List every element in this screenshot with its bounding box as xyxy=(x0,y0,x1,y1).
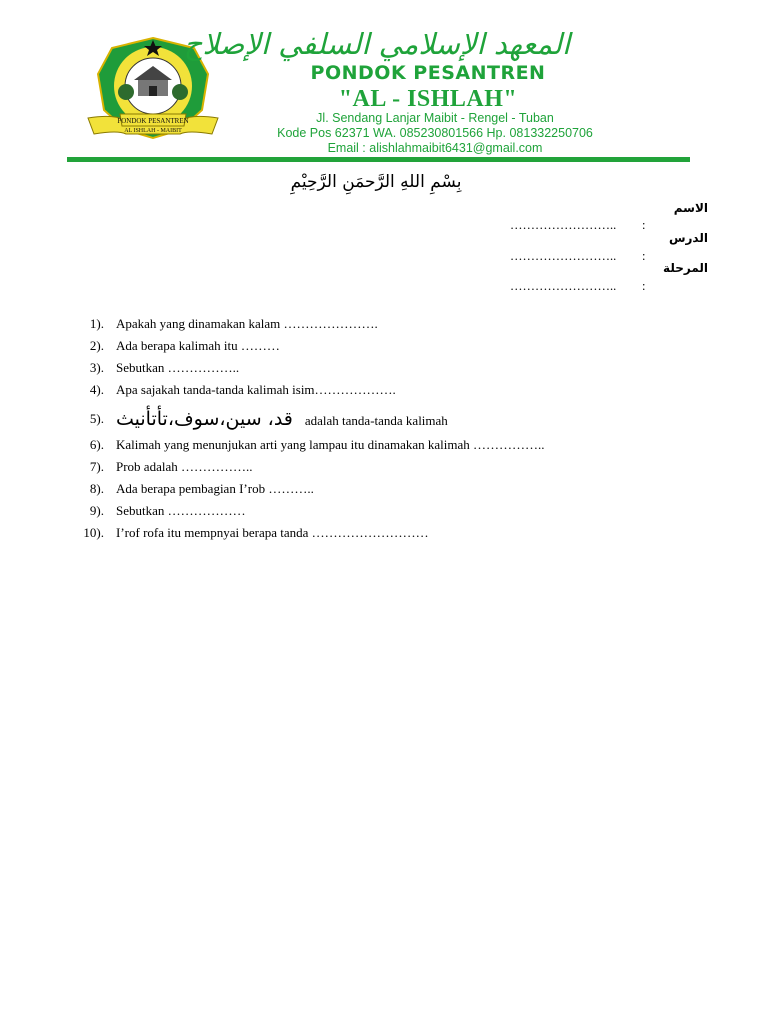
question-item xyxy=(72,314,722,334)
field-dots: …………………….. xyxy=(510,279,617,293)
question-text: Sebutkan ……………… xyxy=(116,503,246,518)
question-item xyxy=(72,435,722,455)
name-label: الاسم xyxy=(673,201,708,215)
question-item xyxy=(72,407,722,431)
email-line: Email : alishlahmaibit6431@gmail.com xyxy=(327,141,543,155)
question-text: Ada berapa kalimah itu ……… xyxy=(116,338,280,353)
question-text: I’rof rofa itu mempnyai berapa tanda ……………………… xyxy=(116,525,429,540)
question-item xyxy=(72,457,722,477)
question-number: 8). xyxy=(89,481,104,496)
question-item xyxy=(72,380,722,400)
field-colon: : xyxy=(642,249,646,263)
logo-ribbon-bottom: AL ISHLAH - MAIBIT xyxy=(124,128,182,134)
logo-ribbon-top: PONDOK PESANTREN xyxy=(117,117,189,125)
field-colon: : xyxy=(642,218,646,232)
field-colon: : xyxy=(642,279,646,293)
level-field xyxy=(510,279,652,293)
question-text: Prob adalah …………….. xyxy=(116,459,253,474)
header-divider xyxy=(67,157,690,162)
question-number: 1). xyxy=(89,316,104,331)
question-number: 9). xyxy=(89,503,104,518)
level-label: المرحلة xyxy=(663,261,708,275)
contact-line: Kode Pos 62371 WA. 085230801566 Hp. 081332250706 xyxy=(277,126,593,140)
question-item xyxy=(72,358,722,378)
question-number: 7). xyxy=(89,459,104,474)
question-number: 10). xyxy=(83,525,104,540)
field-dots: …………………….. xyxy=(510,218,617,232)
question-item xyxy=(72,501,722,521)
question-arabic-text: قد، سين،سوف،تأتأنيث xyxy=(116,408,293,430)
bismillah: بِسْمِ اللهِ الرَّحمَنِ الرَّحِيْمِ xyxy=(290,172,462,192)
question-text: Ada berapa pembagian I’rob ……….. xyxy=(116,481,314,496)
question-number: 5). xyxy=(89,411,104,426)
address-line: Jl. Sendang Lanjar Maibit - Rengel - Tuban xyxy=(316,111,554,125)
name-field xyxy=(510,218,652,232)
subject-field xyxy=(510,249,652,263)
question-number: 6). xyxy=(89,437,104,452)
field-dots: …………………….. xyxy=(510,249,617,263)
question-item xyxy=(72,336,722,356)
question-number: 3). xyxy=(89,360,104,375)
arabic-institution-name: المعهد الإسلامي السلفي الإصلاح xyxy=(183,27,570,61)
question-item xyxy=(72,479,722,499)
institution-name: "AL - ISHLAH" xyxy=(338,86,518,112)
question-text: Sebutkan …………….. xyxy=(116,360,240,375)
subject-label: الدرس xyxy=(668,231,708,245)
question-number: 2). xyxy=(89,338,104,353)
institution-title: PONDOK PESANTREN xyxy=(310,62,546,84)
question-text: Apakah yang dinamakan kalam …………………. xyxy=(116,316,378,331)
question-text: Kalimah yang menunjukan arti yang lampau itu dinamakan kalimah …………….. xyxy=(116,437,545,452)
question-item xyxy=(72,523,722,543)
question-text: adalah tanda-tanda kalimah xyxy=(304,413,448,428)
question-text: Apa sajakah tanda-tanda kalimah isim………………. xyxy=(116,382,396,397)
question-number: 4). xyxy=(89,382,104,397)
